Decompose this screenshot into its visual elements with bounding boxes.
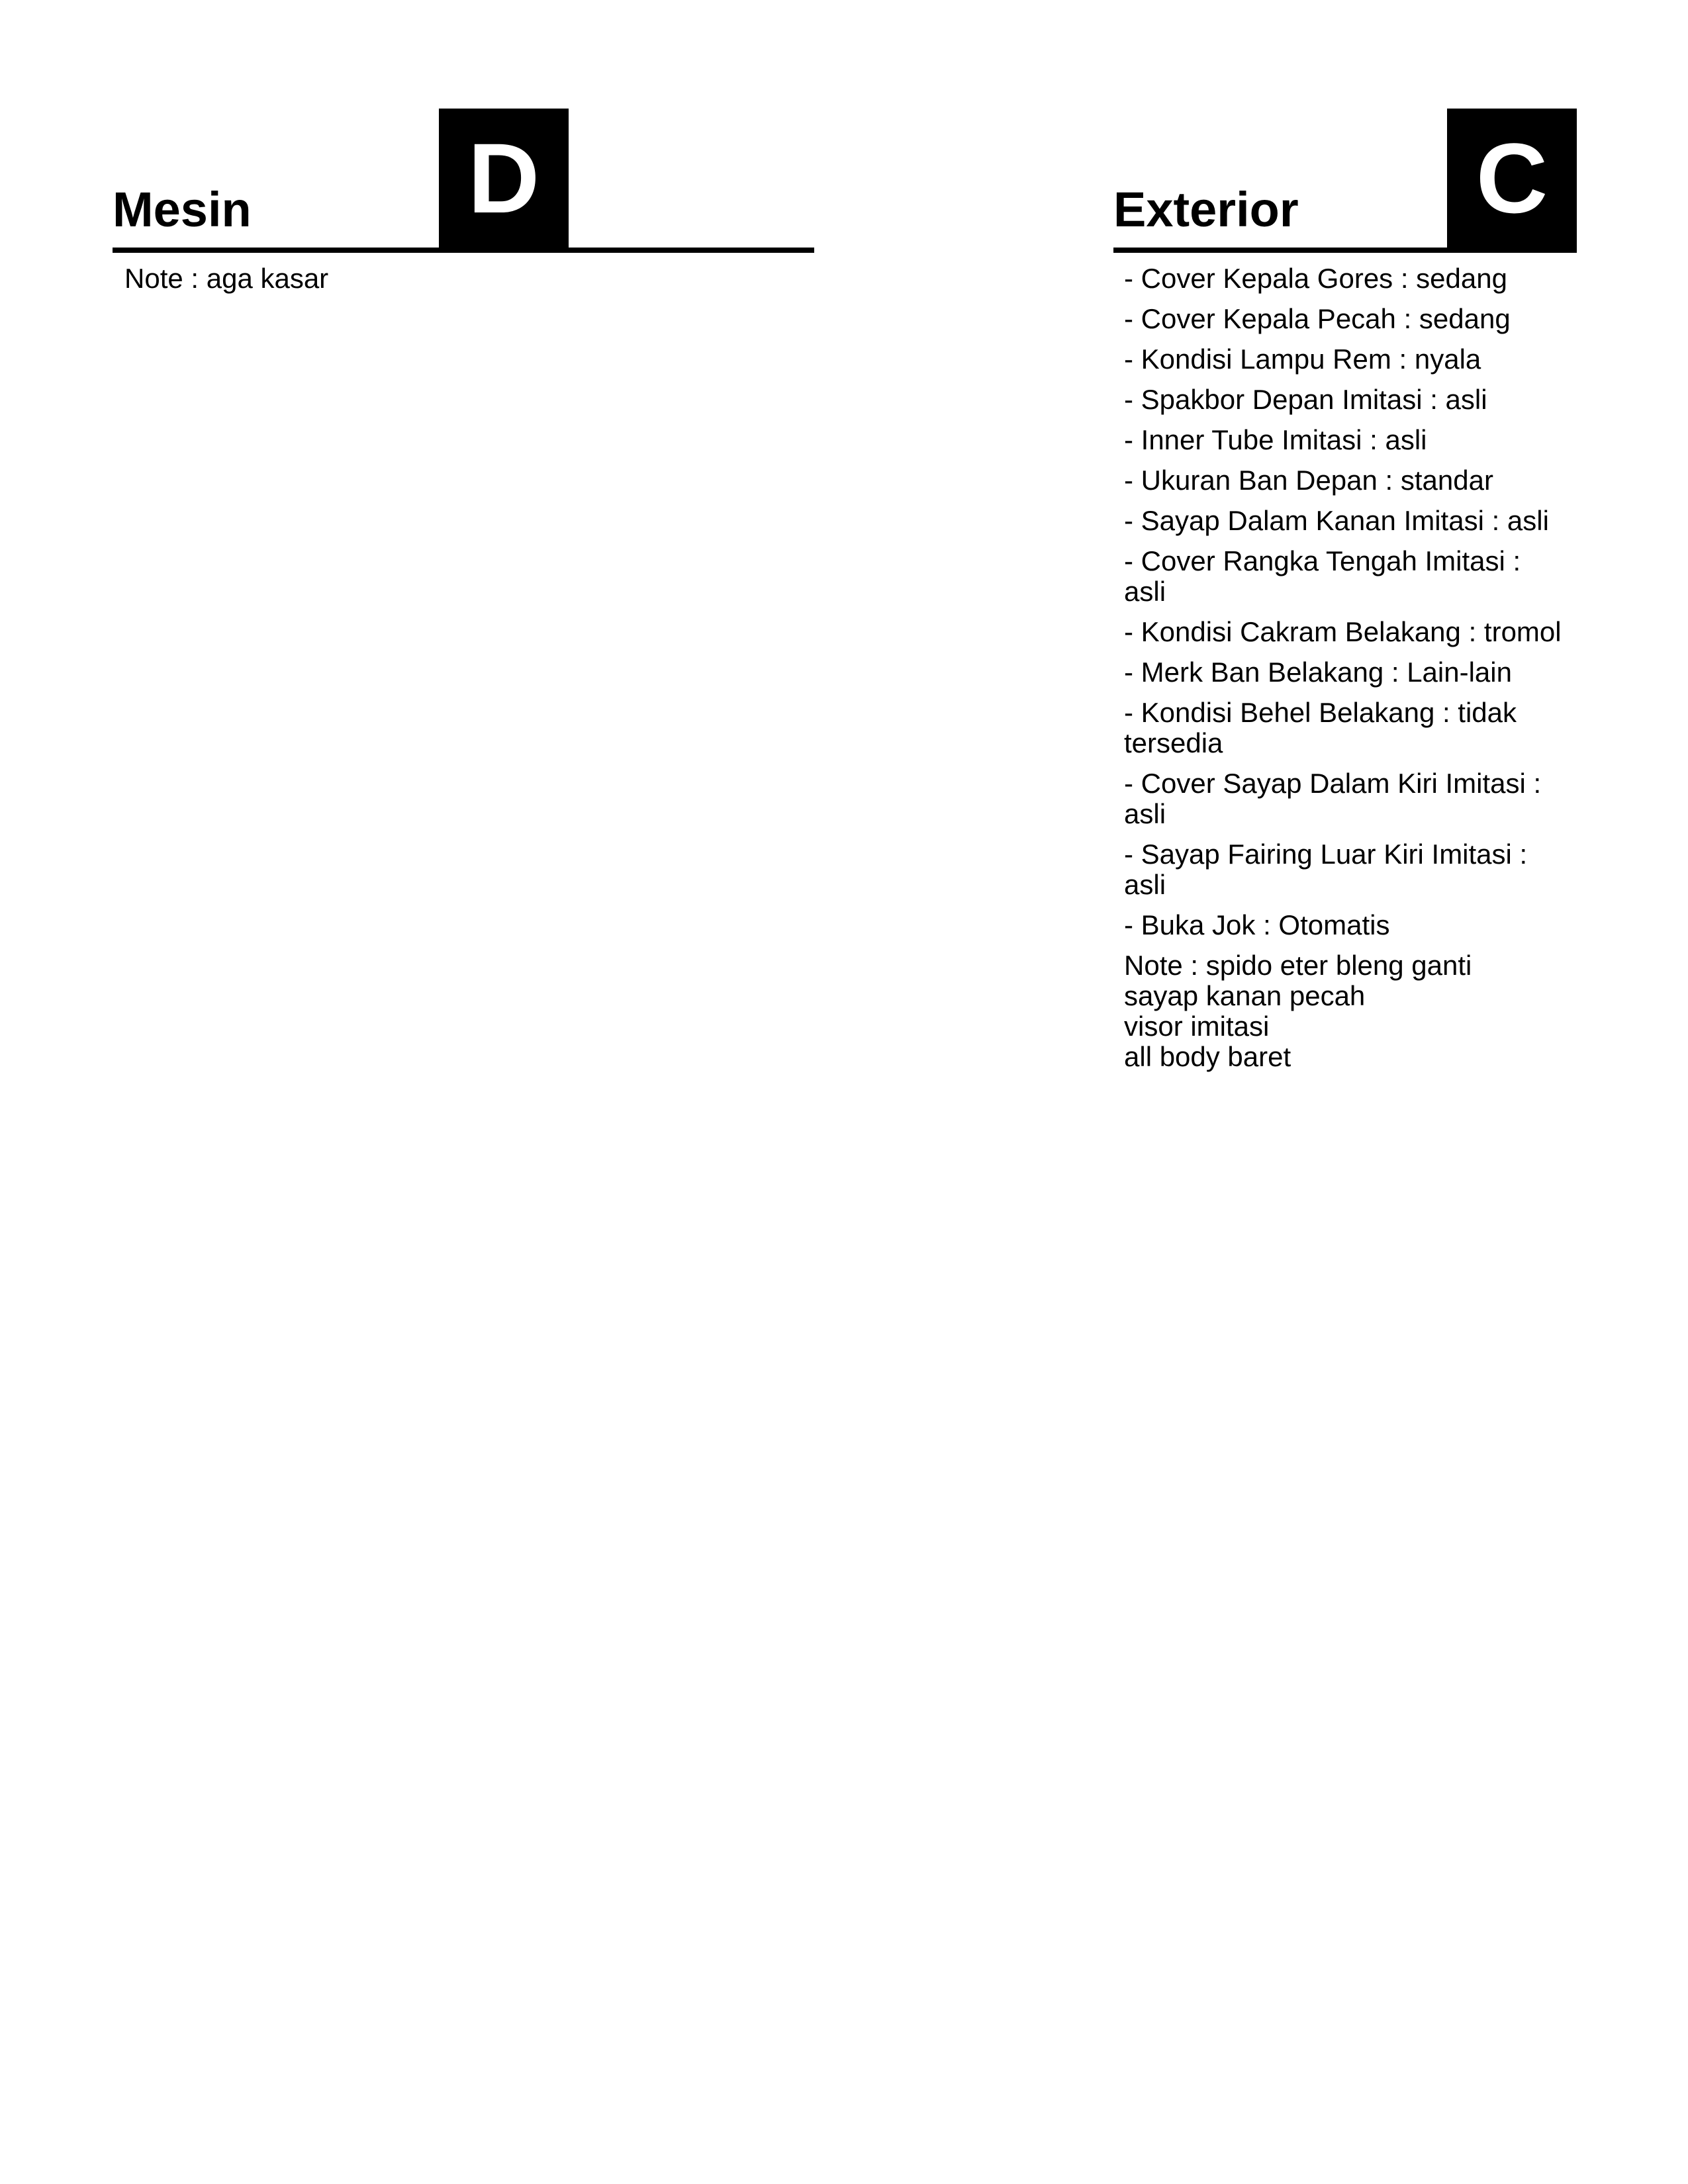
- exterior-note: [1124, 950, 1564, 1072]
- list-item: - Sayap Dalam Kanan Imitasi : asli: [1124, 505, 1549, 536]
- list-item: - Kondisi Cakram Belakang : tromol: [1124, 616, 1562, 647]
- exterior-note-line: visor imitasi: [1124, 1011, 1270, 1042]
- exterior-grade-badge: C: [1447, 109, 1577, 248]
- exterior-header: [1113, 109, 1577, 253]
- exterior-note-line: sayap kanan pecah: [1124, 980, 1366, 1011]
- list-item: - Kondisi Behel Belakang : tidak tersedia: [1124, 697, 1517, 758]
- mesin-title: Mesin: [113, 182, 252, 237]
- exterior-section: [1113, 109, 1577, 1072]
- list-item: - Cover Kepala Gores : sedang: [1124, 263, 1507, 294]
- exterior-title: Exterior: [1113, 182, 1299, 237]
- list-item: - Buka Jok : Otomatis: [1124, 909, 1390, 940]
- mesin-note: Note : aga kasar: [124, 263, 329, 294]
- mesin-section: [113, 109, 814, 294]
- list-item: - Merk Ban Belakang : Lain-lain: [1124, 657, 1512, 688]
- list-item: - Cover Sayap Dalam Kiri Imitasi : asli: [1124, 768, 1542, 829]
- list-item: - Kondisi Lampu Rem : nyala: [1124, 343, 1481, 375]
- exterior-note-line: Note : spido eter bleng ganti: [1124, 950, 1472, 981]
- list-item: - Cover Rangka Tengah Imitasi : asli: [1124, 545, 1521, 607]
- mesin-header: [113, 109, 814, 253]
- mesin-grade-badge: D: [439, 109, 569, 248]
- exterior-note-line: all body baret: [1124, 1041, 1291, 1072]
- list-item: - Spakbor Depan Imitasi : asli: [1124, 384, 1487, 415]
- list-item: - Inner Tube Imitasi : asli: [1124, 424, 1427, 455]
- exterior-body: [1113, 253, 1577, 1072]
- list-item: - Ukuran Ban Depan : standar: [1124, 465, 1493, 496]
- exterior-item-list: [1124, 263, 1564, 940]
- mesin-body: [113, 253, 814, 294]
- list-item: - Cover Kepala Pecah : sedang: [1124, 303, 1511, 334]
- list-item: - Sayap Fairing Luar Kiri Imitasi : asli: [1124, 839, 1528, 900]
